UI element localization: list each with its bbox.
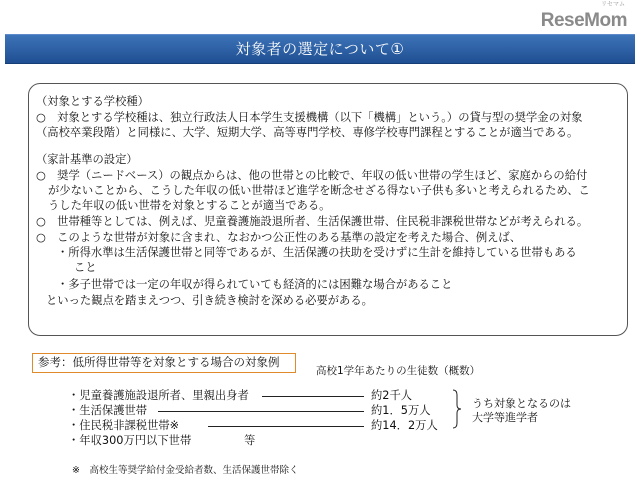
content-line: といった観点を踏まえつつ、引き続き検討を深める必要がある。 (46, 294, 373, 307)
connector-line (262, 396, 364, 397)
target-note-line: うち対象となるのは (472, 397, 571, 410)
section-heading-income-criteria: （家計基準の設定） (36, 153, 138, 166)
connector-line (208, 426, 364, 427)
target-item: ・年収300万円以下世帯 (68, 434, 192, 447)
count-value: 約14．2万人 (371, 419, 438, 432)
slide-title: 対象者の選定について① (235, 40, 405, 58)
connector-line (158, 411, 364, 412)
content-line: が少ないことから、こうした年収の低い世帯ほど進学を断念せざる得ない子供も多いと考えられるため、こ (48, 184, 590, 197)
content-line: ・多子世帯では一定の年収が得られていても経済的には困難な場合があること (57, 278, 453, 291)
content-line: こと (74, 261, 97, 274)
reference-title: 参考：低所得世帯等を対象とする場合の対象例 (32, 353, 296, 373)
target-item: ・生活保護世帯 (68, 404, 148, 417)
content-line: ○ 奨学（ニードベース）の観点からは、他の世帯との比較で、年収の低い世帯の学生ほど、家庭からの給付 (36, 169, 588, 182)
slide-title-banner (5, 34, 635, 64)
section-heading-school-type: （対象とする学校種） (36, 95, 149, 108)
content-line: ○ 対象とする学校種は、独立行政法人日本学生支援機構（以下「機構」という。）の貸与型の奨学金の対象 (36, 111, 583, 124)
target-note-line: 大学等進学者 (472, 411, 538, 424)
content-line: ・所得水準は生活保護世帯と同等であるが、生活保護の扶助を受けずに生計を維持している世帯もある (57, 246, 577, 259)
content-line: うした年収の低い世帯を対象とすることが適当である。 (48, 199, 331, 212)
count-value: 約2千人 (371, 389, 413, 402)
count-value: 約1．5万人 (371, 404, 431, 417)
target-item: ・住民税非課税世帯※ (68, 419, 180, 432)
logo-subtext: リセマム (601, 2, 625, 8)
target-note (472, 397, 571, 425)
content-line: ○ 世帯種等としては、例えば、児童養護施設退所者、生活保護世帯、住民税非課税世帯などが考えられる。 (36, 215, 589, 228)
logo-text: ReseMom (540, 10, 627, 31)
column-header: 高校1学年あたりの生徒数（概数） (316, 365, 481, 377)
count-value: 等 (244, 434, 256, 447)
footnote: ※ 高校生等奨学給付金受給者数、生活保護世帯除く (72, 465, 299, 476)
resemom-logo (527, 2, 627, 36)
content-line: （高校卒業段階）と同様に、大学、短期大学、高等専門学校、専修学校専門課程とすることが適当である。 (36, 126, 579, 139)
content-line: ○ このような世帯が対象に含まれ、なおかつ公正性のある基準の設定を考えた場合、例えば、 (36, 231, 522, 244)
right-brace-icon (452, 389, 462, 429)
target-item: ・児童養護施設退所者、里親出身者 (68, 389, 249, 402)
